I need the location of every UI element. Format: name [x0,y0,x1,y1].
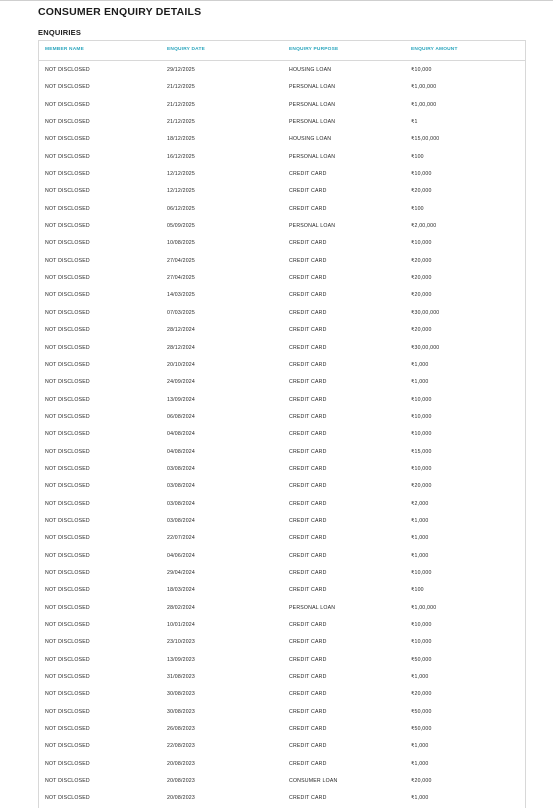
enquiry-purpose-cell: PERSONAL LOAN [289,101,336,108]
member-name-cell: NOT DISCLOSED [45,587,90,594]
enquiry-date-cell: 28/12/2024 [167,327,195,334]
member-name-cell: NOT DISCLOSED [45,517,90,524]
enquiry-amount-cell: ₹15,00,000 [411,136,440,143]
enquiry-amount-cell: ₹20,000 [411,691,432,698]
table-row [39,547,525,564]
enquiry-date-cell: 22/07/2024 [167,535,195,542]
enquiry-amount-cell: ₹2,000 [411,500,429,507]
table-row [39,581,525,598]
enquiry-amount-cell: ₹100 [411,153,424,160]
enquiry-amount-cell: ₹1,000 [411,760,429,767]
enquiry-date-cell: 20/08/2023 [167,778,195,785]
enquiry-amount-cell: ₹20,000 [411,778,432,785]
column-header-enquiry-date[interactable]: ENQUIRY DATE [167,47,206,52]
enquiry-amount-cell: ₹50,000 [411,708,432,715]
member-name-cell: NOT DISCLOSED [45,569,90,576]
enquiry-amount-cell: ₹1,000 [411,743,429,750]
enquiry-amount-cell: ₹1,000 [411,795,429,802]
table-header-row [39,41,525,61]
member-name-cell: NOT DISCLOSED [45,379,90,386]
enquiry-date-cell: 03/08/2024 [167,500,195,507]
enquiry-purpose-cell: CREDIT CARD [289,361,327,368]
table-row [39,269,525,286]
enquiry-purpose-cell: PERSONAL LOAN [289,153,336,160]
table-row [39,165,525,182]
enquiry-date-cell: 13/09/2024 [167,396,195,403]
member-name-cell: NOT DISCLOSED [45,500,90,507]
enquiry-date-cell: 03/08/2024 [167,465,195,472]
enquiry-amount-cell: ₹20,000 [411,292,432,299]
section-title: CONSUMER ENQUIRY DETAILS [38,6,202,18]
table-row [39,425,525,442]
table-row [39,61,525,78]
enquiry-amount-cell: ₹20,000 [411,257,432,264]
enquiry-amount-cell: ₹20,000 [411,327,432,334]
enquiry-purpose-cell: CREDIT CARD [289,691,327,698]
enquiry-purpose-cell: PERSONAL LOAN [289,119,336,126]
column-header-enquiry-purpose[interactable]: ENQUIRY PURPOSE [289,47,339,52]
enquiry-date-cell: 22/08/2023 [167,743,195,750]
table-row [39,460,525,477]
enquiry-purpose-cell: CREDIT CARD [289,535,327,542]
table-row [39,772,525,789]
enquiry-purpose-cell: CREDIT CARD [289,344,327,351]
member-name-cell: NOT DISCLOSED [45,656,90,663]
enquiry-date-cell: 03/08/2024 [167,483,195,490]
member-name-cell: NOT DISCLOSED [45,795,90,802]
table-row [39,512,525,529]
enquiry-date-cell: 30/08/2023 [167,708,195,715]
enquiry-amount-cell: ₹1 [411,119,418,126]
table-row [39,685,525,702]
enquiry-date-cell: 10/01/2024 [167,622,195,628]
enquiry-purpose-cell: CREDIT CARD [289,465,327,472]
table-row [39,529,525,546]
enquiry-purpose-cell: CREDIT CARD [289,500,327,507]
enquiry-purpose-cell: CREDIT CARD [289,743,327,750]
enquiry-date-cell: 06/08/2024 [167,413,195,420]
enquiry-date-cell: 18/12/2025 [167,136,195,143]
enquiry-date-cell: 21/12/2025 [167,84,195,91]
table-row [39,252,525,269]
table-row [39,737,525,754]
table-row [39,668,525,685]
table-row [39,78,525,95]
table-body [39,61,525,807]
enquiry-amount-cell: ₹10,000 [411,639,432,646]
enquiry-date-cell: 07/03/2025 [167,309,195,316]
enquiry-purpose-cell: CREDIT CARD [289,656,327,663]
enquiry-purpose-cell: CREDIT CARD [289,587,327,594]
member-name-cell: NOT DISCLOSED [45,136,90,143]
enquiry-purpose-cell: CREDIT CARD [289,188,327,195]
enquiry-amount-cell: ₹100 [411,587,424,594]
enquiry-amount-cell: ₹10,000 [411,622,432,628]
enquiry-amount-cell: ₹100 [411,205,424,212]
enquiry-amount-cell: ₹1,00,000 [411,84,437,91]
enquiry-amount-cell: ₹1,000 [411,552,429,559]
table-row [39,443,525,460]
enquiry-purpose-cell: CREDIT CARD [289,309,327,316]
enquiry-purpose-cell: CREDIT CARD [289,396,327,403]
member-name-cell: NOT DISCLOSED [45,465,90,472]
enquiry-amount-cell: ₹30,00,000 [411,344,440,351]
enquiry-date-cell: 05/09/2025 [167,223,195,230]
enquiry-purpose-cell: CREDIT CARD [289,483,327,490]
member-name-cell: NOT DISCLOSED [45,275,90,282]
member-name-cell: NOT DISCLOSED [45,84,90,91]
table-row [39,720,525,737]
enquiry-amount-cell: ₹10,000 [411,67,432,73]
member-name-cell: NOT DISCLOSED [45,223,90,230]
member-name-cell: NOT DISCLOSED [45,67,90,73]
member-name-cell: NOT DISCLOSED [45,153,90,160]
enquiry-date-cell: 31/08/2023 [167,674,195,681]
table-row [39,703,525,720]
enquiry-amount-cell: ₹20,000 [411,275,432,282]
table-row [39,304,525,321]
enquiry-amount-cell: ₹1,00,000 [411,101,437,108]
table-row [39,495,525,512]
enquiry-purpose-cell: CREDIT CARD [289,205,327,212]
table-row [39,408,525,425]
enquiry-purpose-cell: CREDIT CARD [289,171,327,178]
top-divider [0,0,553,1]
member-name-cell: NOT DISCLOSED [45,292,90,299]
enquiry-date-cell: 20/08/2023 [167,760,195,767]
enquiry-purpose-cell: CREDIT CARD [289,552,327,559]
member-name-cell: NOT DISCLOSED [45,413,90,420]
member-name-cell: NOT DISCLOSED [45,535,90,542]
enquiry-amount-cell: ₹30,00,000 [411,309,440,316]
member-name-cell: NOT DISCLOSED [45,309,90,316]
table-row [39,182,525,199]
enquiry-amount-cell: ₹50,000 [411,726,432,733]
enquiry-purpose-cell: CREDIT CARD [289,275,327,282]
enquiry-purpose-cell: CREDIT CARD [289,431,327,438]
enquiry-purpose-cell: CREDIT CARD [289,795,327,802]
enquiry-purpose-cell: CREDIT CARD [289,448,327,455]
member-name-cell: NOT DISCLOSED [45,431,90,438]
enquiry-amount-cell: ₹1,000 [411,674,429,681]
enquiry-amount-cell: ₹1,000 [411,361,429,368]
enquiry-purpose-cell: CREDIT CARD [289,413,327,420]
enquiries-table [38,40,526,808]
column-header-member-name[interactable]: MEMBER NAME [45,47,84,52]
member-name-cell: NOT DISCLOSED [45,691,90,698]
enquiry-purpose-cell: CREDIT CARD [289,240,327,247]
member-name-cell: NOT DISCLOSED [45,327,90,334]
enquiry-purpose-cell: CREDIT CARD [289,327,327,334]
member-name-cell: NOT DISCLOSED [45,604,90,611]
enquiry-amount-cell: ₹50,000 [411,656,432,663]
table-row [39,286,525,303]
enquiry-purpose-cell: PERSONAL LOAN [289,223,336,230]
enquiry-date-cell: 30/08/2023 [167,691,195,698]
table-row [39,789,525,806]
table-row [39,148,525,165]
table-row [39,616,525,633]
member-name-cell: NOT DISCLOSED [45,760,90,767]
enquiry-date-cell: 24/09/2024 [167,379,195,386]
enquiry-amount-cell: ₹10,000 [411,413,432,420]
enquiry-amount-cell: ₹1,000 [411,517,429,524]
member-name-cell: NOT DISCLOSED [45,257,90,264]
member-name-cell: NOT DISCLOSED [45,119,90,126]
member-name-cell: NOT DISCLOSED [45,361,90,368]
enquiry-purpose-cell: CREDIT CARD [289,726,327,733]
member-name-cell: NOT DISCLOSED [45,622,90,628]
enquiry-purpose-cell: CONSUMER LOAN [289,778,338,785]
table-row [39,96,525,113]
member-name-cell: NOT DISCLOSED [45,743,90,750]
enquiry-date-cell: 29/04/2024 [167,569,195,576]
enquiry-amount-cell: ₹20,000 [411,188,432,195]
table-row [39,755,525,772]
enquiry-amount-cell: ₹1,000 [411,535,429,542]
enquiry-date-cell: 06/12/2025 [167,205,195,212]
table-row [39,339,525,356]
table-row [39,633,525,650]
member-name-cell: NOT DISCLOSED [45,344,90,351]
member-name-cell: NOT DISCLOSED [45,188,90,195]
enquiry-amount-cell: ₹10,000 [411,465,432,472]
member-name-cell: NOT DISCLOSED [45,101,90,108]
member-name-cell: NOT DISCLOSED [45,205,90,212]
member-name-cell: NOT DISCLOSED [45,448,90,455]
member-name-cell: NOT DISCLOSED [45,639,90,646]
enquiry-purpose-cell: PERSONAL LOAN [289,604,336,611]
member-name-cell: NOT DISCLOSED [45,396,90,403]
enquiry-purpose-cell: PERSONAL LOAN [289,84,336,91]
enquiry-date-cell: 03/08/2024 [167,517,195,524]
enquiry-purpose-cell: CREDIT CARD [289,292,327,299]
member-name-cell: NOT DISCLOSED [45,674,90,681]
enquiry-purpose-cell: CREDIT CARD [289,517,327,524]
enquiry-date-cell: 14/03/2025 [167,292,195,299]
enquiry-purpose-cell: CREDIT CARD [289,674,327,681]
enquiry-date-cell: 12/12/2025 [167,171,195,178]
enquiry-date-cell: 21/12/2025 [167,101,195,108]
enquiry-date-cell: 29/12/2025 [167,67,195,73]
enquiry-purpose-cell: HOUSING LOAN [289,136,332,143]
enquiry-date-cell: 04/08/2024 [167,448,195,455]
enquiry-date-cell: 18/03/2024 [167,587,195,594]
enquiry-purpose-cell: CREDIT CARD [289,379,327,386]
enquiry-date-cell: 20/08/2023 [167,795,195,802]
enquiry-date-cell: 26/08/2023 [167,726,195,733]
enquiry-date-cell: 27/04/2025 [167,257,195,264]
enquiry-amount-cell: ₹10,000 [411,396,432,403]
enquiry-date-cell: 04/08/2024 [167,431,195,438]
member-name-cell: NOT DISCLOSED [45,240,90,247]
member-name-cell: NOT DISCLOSED [45,708,90,715]
enquiry-date-cell: 20/10/2024 [167,361,195,368]
enquiry-amount-cell: ₹1,000 [411,379,429,386]
enquiry-purpose-cell: CREDIT CARD [289,569,327,576]
member-name-cell: NOT DISCLOSED [45,483,90,490]
enquiry-date-cell: 28/12/2024 [167,344,195,351]
enquiry-date-cell: 23/10/2023 [167,639,195,646]
table-row [39,113,525,130]
table-row [39,391,525,408]
enquiry-purpose-cell: CREDIT CARD [289,760,327,767]
table-row [39,599,525,616]
table-row [39,130,525,147]
enquiry-amount-cell: ₹1,00,000 [411,604,437,611]
table-row [39,477,525,494]
enquiry-amount-cell: ₹10,000 [411,569,432,576]
enquiry-date-cell: 27/04/2025 [167,275,195,282]
member-name-cell: NOT DISCLOSED [45,171,90,178]
enquiry-amount-cell: ₹10,000 [411,240,432,247]
enquiry-amount-cell: ₹20,000 [411,483,432,490]
enquiry-date-cell: 04/06/2024 [167,552,195,559]
subsection-title: ENQUIRIES [38,28,82,37]
table-row [39,651,525,668]
table-row [39,200,525,217]
member-name-cell: NOT DISCLOSED [45,778,90,785]
enquiry-date-cell: 13/09/2023 [167,656,195,663]
table-row [39,321,525,338]
enquiry-amount-cell: ₹15,000 [411,448,432,455]
member-name-cell: NOT DISCLOSED [45,552,90,559]
enquiry-purpose-cell: CREDIT CARD [289,708,327,715]
enquiry-purpose-cell: HOUSING LOAN [289,67,332,73]
enquiry-purpose-cell: CREDIT CARD [289,639,327,646]
table-row [39,356,525,373]
enquiry-date-cell: 16/12/2025 [167,153,195,160]
enquiry-purpose-cell: CREDIT CARD [289,257,327,264]
enquiry-date-cell: 21/12/2025 [167,119,195,126]
table-row [39,234,525,251]
enquiry-purpose-cell: CREDIT CARD [289,622,327,628]
column-header-enquiry-amount[interactable]: ENQUIRY AMOUNT [411,47,458,52]
enquiry-amount-cell: ₹10,000 [411,171,432,178]
member-name-cell: NOT DISCLOSED [45,726,90,733]
enquiry-amount-cell: ₹10,000 [411,431,432,438]
enquiry-date-cell: 12/12/2025 [167,188,195,195]
enquiry-amount-cell: ₹2,00,000 [411,223,437,230]
enquiry-date-cell: 28/02/2024 [167,604,195,611]
table-row [39,217,525,234]
enquiry-date-cell: 10/08/2025 [167,240,195,247]
table-row [39,373,525,390]
table-row [39,564,525,581]
